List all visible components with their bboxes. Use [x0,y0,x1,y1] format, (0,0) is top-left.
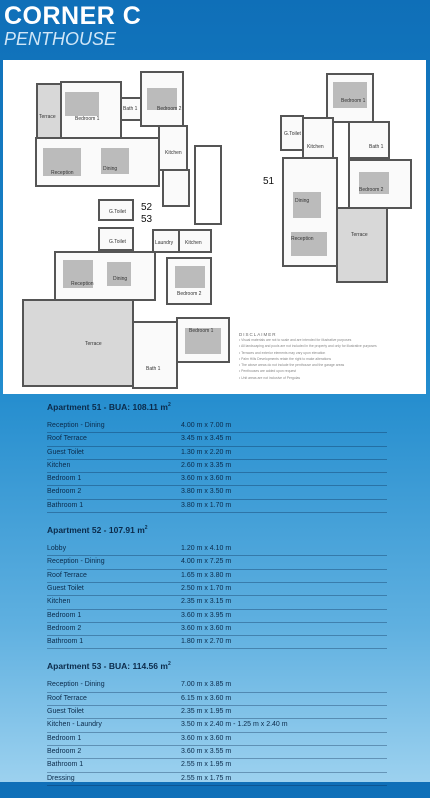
disclaimer-line: • Terraces and exterior elements may vary upon elevation [239,350,326,355]
room-label: G.Toilet [284,131,301,137]
room-label: G.Toilet [109,209,126,215]
table-row: Bedroom 1 3.60 m x 3.95 m [47,610,387,623]
room-label: Dining [295,198,310,204]
table-row: Guest Toilet 2.35 m x 1.95 m [47,706,387,719]
apartment-53-table [47,661,387,785]
table-row: Guest Toilet 2.50 m x 1.70 m [47,583,387,596]
room-label: Dining [103,166,118,172]
table-row: Guest Toilet 1.30 m x 2.20 m [47,447,387,460]
room-label: Bedroom 2 [359,187,384,193]
table-row: Reception - Dining 4.00 m x 7.25 m [47,556,387,569]
table-row: Kitchen - Laundry 3.50 m x 2.40 m - 1.25 m x 2.40 m [47,719,387,732]
page-subtitle: PENTHOUSE [4,29,117,49]
room-label: Reception [291,236,314,242]
table-row: Bathroom 1 2.55 m x 1.95 m [47,759,387,772]
disclaimer-line: • Penthouses are added upon request [239,369,296,374]
room-label: Dining [113,276,128,282]
table-row: Bedroom 2 3.80 m x 3.50 m [47,486,387,499]
room-label: Reception [71,281,94,287]
room-label: Kitchen [185,240,202,246]
table-row: Roof Terrace 6.15 m x 3.60 m [47,693,387,706]
room-label: Bath 1 [123,106,138,112]
disclaimer-line: • Palm Hills Developments retain the right to make alterations [239,356,332,361]
room-label: Bath 1 [369,144,384,150]
table-row: Lobby 1.20 m x 4.10 m [47,543,387,556]
room-label: Kitchen [307,144,324,150]
room-label: Bedroom 1 [189,328,214,334]
unit-number-53: 53 [141,214,153,225]
table-row: Roof Terrace 1.65 m x 3.80 m [47,570,387,583]
disclaimer [239,332,419,381]
room-label: Bedroom 1 [75,116,100,122]
table-row: Bedroom 1 3.60 m x 3.60 m [47,733,387,746]
apartment-title: Apartment 52 - 107.91 $m^2$ [47,525,148,536]
table-row: Bathroom 1 3.80 m x 1.70 m [47,500,387,513]
room-label: Terrace [39,114,56,120]
terrace-top-area [37,84,61,138]
header [4,2,141,50]
room-label: Bedroom 1 [341,98,366,104]
disclaimer-line: • All landscaping and pools are not included in the property and only for illustrative purposes [239,344,377,349]
floor-plan [3,60,426,394]
table-row: Reception - Dining 4.00 m x 7.00 m [47,420,387,433]
apartment-title: Apartment 53 - BUA: 114.56 $m^2$ [47,661,171,672]
table-row: Kitchen 2.35 m x 3.15 m [47,596,387,609]
table-row: Dressing 2.55 m x 1.75 m [47,773,387,786]
room-label: Terrace [351,232,368,238]
table-row: Bedroom 2 3.60 m x 3.55 m [47,746,387,759]
table-row: Bedroom 2 3.60 m x 3.60 m [47,623,387,636]
room-label: G.Toilet [109,239,126,245]
table-row: Bathroom 1 1.80 m x 2.70 m [47,636,387,649]
disclaimer-line: • The above areas do not include the penthouse and the garage areas [239,363,345,368]
room-label: Kitchen [165,150,182,156]
table-row: Kitchen 2.60 m x 3.35 m [47,460,387,473]
room-label: Terrace [85,341,102,347]
apartment-52-table [47,525,387,649]
table-row: Reception - Dining 7.00 m x 3.85 m [47,679,387,692]
room-label: Reception [51,170,74,176]
disclaimer-line: • Visual materials are not to scale and are intended for illustrative purposes [239,338,352,342]
page-title: CORNER C [4,2,142,30]
unit-number-52: 52 [141,202,153,213]
unit-number-51: 51 [263,176,275,187]
room-label: Laundry [155,240,174,246]
disclaimer-title: DISCLAIMER [239,332,277,337]
apartment-title: Apartment 51 - BUA: 108.11 $m^2$ [47,402,171,412]
room-label: Bedroom 2 [157,106,182,112]
room-label: Bedroom 2 [177,291,202,297]
apartment-51-table [47,402,387,513]
disclaimer-line: • Unit areas are not inclusive of Pergolas [239,375,301,380]
apartment-tables [47,402,387,798]
table-row: Roof Terrace 3.45 m x 3.45 m [47,433,387,446]
table-row: Bedroom 1 3.60 m x 3.60 m [47,473,387,486]
room-label: Bath 1 [146,366,161,372]
